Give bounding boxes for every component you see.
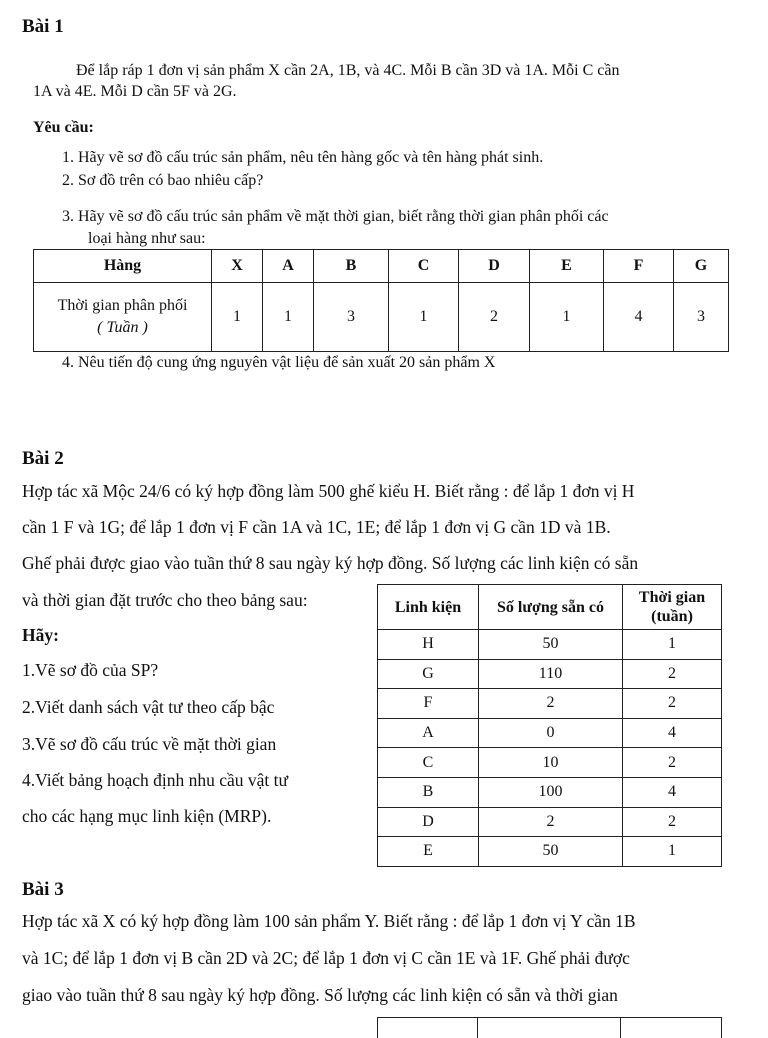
table-column-line — [477, 1018, 478, 1038]
header-a: A — [263, 250, 314, 283]
cell-component: E — [378, 837, 479, 867]
table-row — [378, 748, 722, 778]
table-row — [378, 718, 722, 748]
bai2-task-2: 2.Viết danh sách vật tư theo cấp bậc — [22, 697, 275, 717]
bai3-para-line2: và 1C; để lắp 1 đơn vị B cần 2D và 2C; để lắp 1 đơn vị C cần 1E và 1F. Ghế phải được — [22, 948, 630, 968]
header-so-luong: Số lượng sẵn có — [479, 585, 623, 630]
bai1-intro-line2: 1A và 4E. Mỗi D cần 5F và 2G. — [33, 83, 237, 100]
cell-component: C — [378, 748, 479, 778]
cell-lead-time: 4 — [623, 718, 722, 748]
cell-component: B — [378, 777, 479, 807]
value-x: 1 — [212, 283, 263, 352]
table-header-row — [378, 585, 722, 630]
bai3-title: Bài 3 — [22, 879, 64, 900]
cell-component: D — [378, 807, 479, 837]
table-row — [378, 659, 722, 689]
header-e: E — [530, 250, 604, 283]
header-f: F — [604, 250, 674, 283]
bai1-item-2: 2. Sơ đồ trên có bao nhiêu cấp? — [62, 172, 264, 189]
delivery-time-table — [33, 249, 729, 352]
bai2-title: Bài 2 — [22, 448, 64, 469]
bai1-requirements-label: Yêu cầu: — [33, 119, 94, 136]
bai1-item-3-cont: loại hàng như sau: — [88, 230, 206, 247]
header-thoi-gian — [623, 585, 722, 630]
inventory-table — [377, 584, 722, 867]
table-row — [34, 283, 729, 352]
header-d: D — [459, 250, 530, 283]
value-c: 1 — [389, 283, 459, 352]
value-a: 1 — [263, 283, 314, 352]
bai1-title: Bài 1 — [22, 16, 64, 37]
cell-lead-time: 2 — [623, 689, 722, 719]
cell-lead-time: 1 — [623, 837, 722, 867]
table-header-row — [34, 250, 729, 283]
cell-component: H — [378, 630, 479, 660]
value-e: 1 — [530, 283, 604, 352]
bai1-item-1: 1. Hãy vẽ sơ đồ cấu trúc sản phẩm, nêu tên hàng gốc và tên hàng phát sinh. — [62, 149, 544, 166]
bai3-para-line1: Hợp tác xã X có ký hợp đồng làm 100 sản phẩm Y. Biết rằng : để lắp 1 đơn vị Y cần 1B — [22, 911, 636, 931]
bai2-task-4: 4.Viết bảng hoạch định nhu cầu vật tư — [22, 770, 289, 790]
table-row — [378, 837, 722, 867]
header-thoi-gian-line1: Thời gian — [638, 589, 706, 606]
header-g: G — [674, 250, 729, 283]
bai2-task-4-cont: cho các hạng mục linh kiện (MRP). — [22, 806, 272, 826]
value-g: 3 — [674, 283, 729, 352]
cell-quantity: 10 — [479, 748, 623, 778]
cell-quantity: 100 — [479, 777, 623, 807]
bai2-para-line3: Ghế phải được giao vào tuần thứ 8 sau ngày ký hợp đồng. Số lượng các linh kiện có sẵn — [22, 553, 639, 573]
bai3-para-line3: giao vào tuần thứ 8 sau ngày ký hợp đồng. Số lượng các linh kiện có sẵn và thời gian — [22, 985, 618, 1005]
row-label-line2: ( Tuần ) — [97, 319, 148, 336]
cell-lead-time: 1 — [623, 630, 722, 660]
header-x: X — [212, 250, 263, 283]
value-d: 2 — [459, 283, 530, 352]
table-column-line — [620, 1018, 621, 1038]
bai2-para-line2: cần 1 F và 1G; để lắp 1 đơn vị F cần 1A và 1C, 1E; để lắp 1 đơn vị G cần 1D và 1B. — [22, 517, 611, 537]
bai2-task-1: 1.Vẽ sơ đồ của SP? — [22, 660, 159, 680]
header-hang: Hàng — [34, 250, 212, 283]
row-label-line1: Thời gian phân phối — [57, 297, 188, 314]
cell-quantity: 50 — [479, 630, 623, 660]
header-c: C — [389, 250, 459, 283]
bai2-hay-label: Hãy: — [22, 625, 59, 645]
bai2-para-line1: Hợp tác xã Mộc 24/6 có ký hợp đồng làm 500 ghế kiểu H. Biết rằng : để lắp 1 đơn vị H — [22, 481, 635, 501]
cell-lead-time: 4 — [623, 777, 722, 807]
cell-quantity: 2 — [479, 807, 623, 837]
value-b: 3 — [314, 283, 389, 352]
cell-quantity: 2 — [479, 689, 623, 719]
header-linh-kien: Linh kiện — [378, 585, 479, 630]
cell-quantity: 50 — [479, 837, 623, 867]
row-label — [34, 283, 212, 352]
value-f: 4 — [604, 283, 674, 352]
cell-lead-time: 2 — [623, 659, 722, 689]
cell-component: F — [378, 689, 479, 719]
table-column-line — [377, 1018, 378, 1038]
bai3-table-top-edge — [377, 1017, 722, 1038]
cell-component: G — [378, 659, 479, 689]
cell-lead-time: 2 — [623, 807, 722, 837]
header-b: B — [314, 250, 389, 283]
bai2-para-line4: và thời gian đặt trước cho theo bảng sau: — [22, 590, 308, 610]
bai2-task-3: 3.Vẽ sơ đồ cấu trúc về mặt thời gian — [22, 734, 277, 754]
table-row — [378, 689, 722, 719]
header-thoi-gian-line2: (tuần) — [651, 608, 693, 625]
cell-component: A — [378, 718, 479, 748]
cell-lead-time: 2 — [623, 748, 722, 778]
table-column-line — [721, 1018, 722, 1038]
cell-quantity: 110 — [479, 659, 623, 689]
bai1-intro-line1: Để lắp ráp 1 đơn vị sản phẩm X cần 2A, 1B, và 4C. Mỗi B cần 3D và 1A. Mỗi C cần — [76, 62, 620, 79]
table-row — [378, 630, 722, 660]
cell-quantity: 0 — [479, 718, 623, 748]
table-row — [378, 777, 722, 807]
bai1-item-3: 3. Hãy vẽ sơ đồ cấu trúc sản phẩm về mặt thời gian, biết rằng thời gian phân phối các — [62, 208, 609, 225]
table-row — [378, 807, 722, 837]
bai1-item-4: 4. Nêu tiến độ cung ứng nguyên vật liệu để sản xuất 20 sản phẩm X — [62, 354, 496, 371]
